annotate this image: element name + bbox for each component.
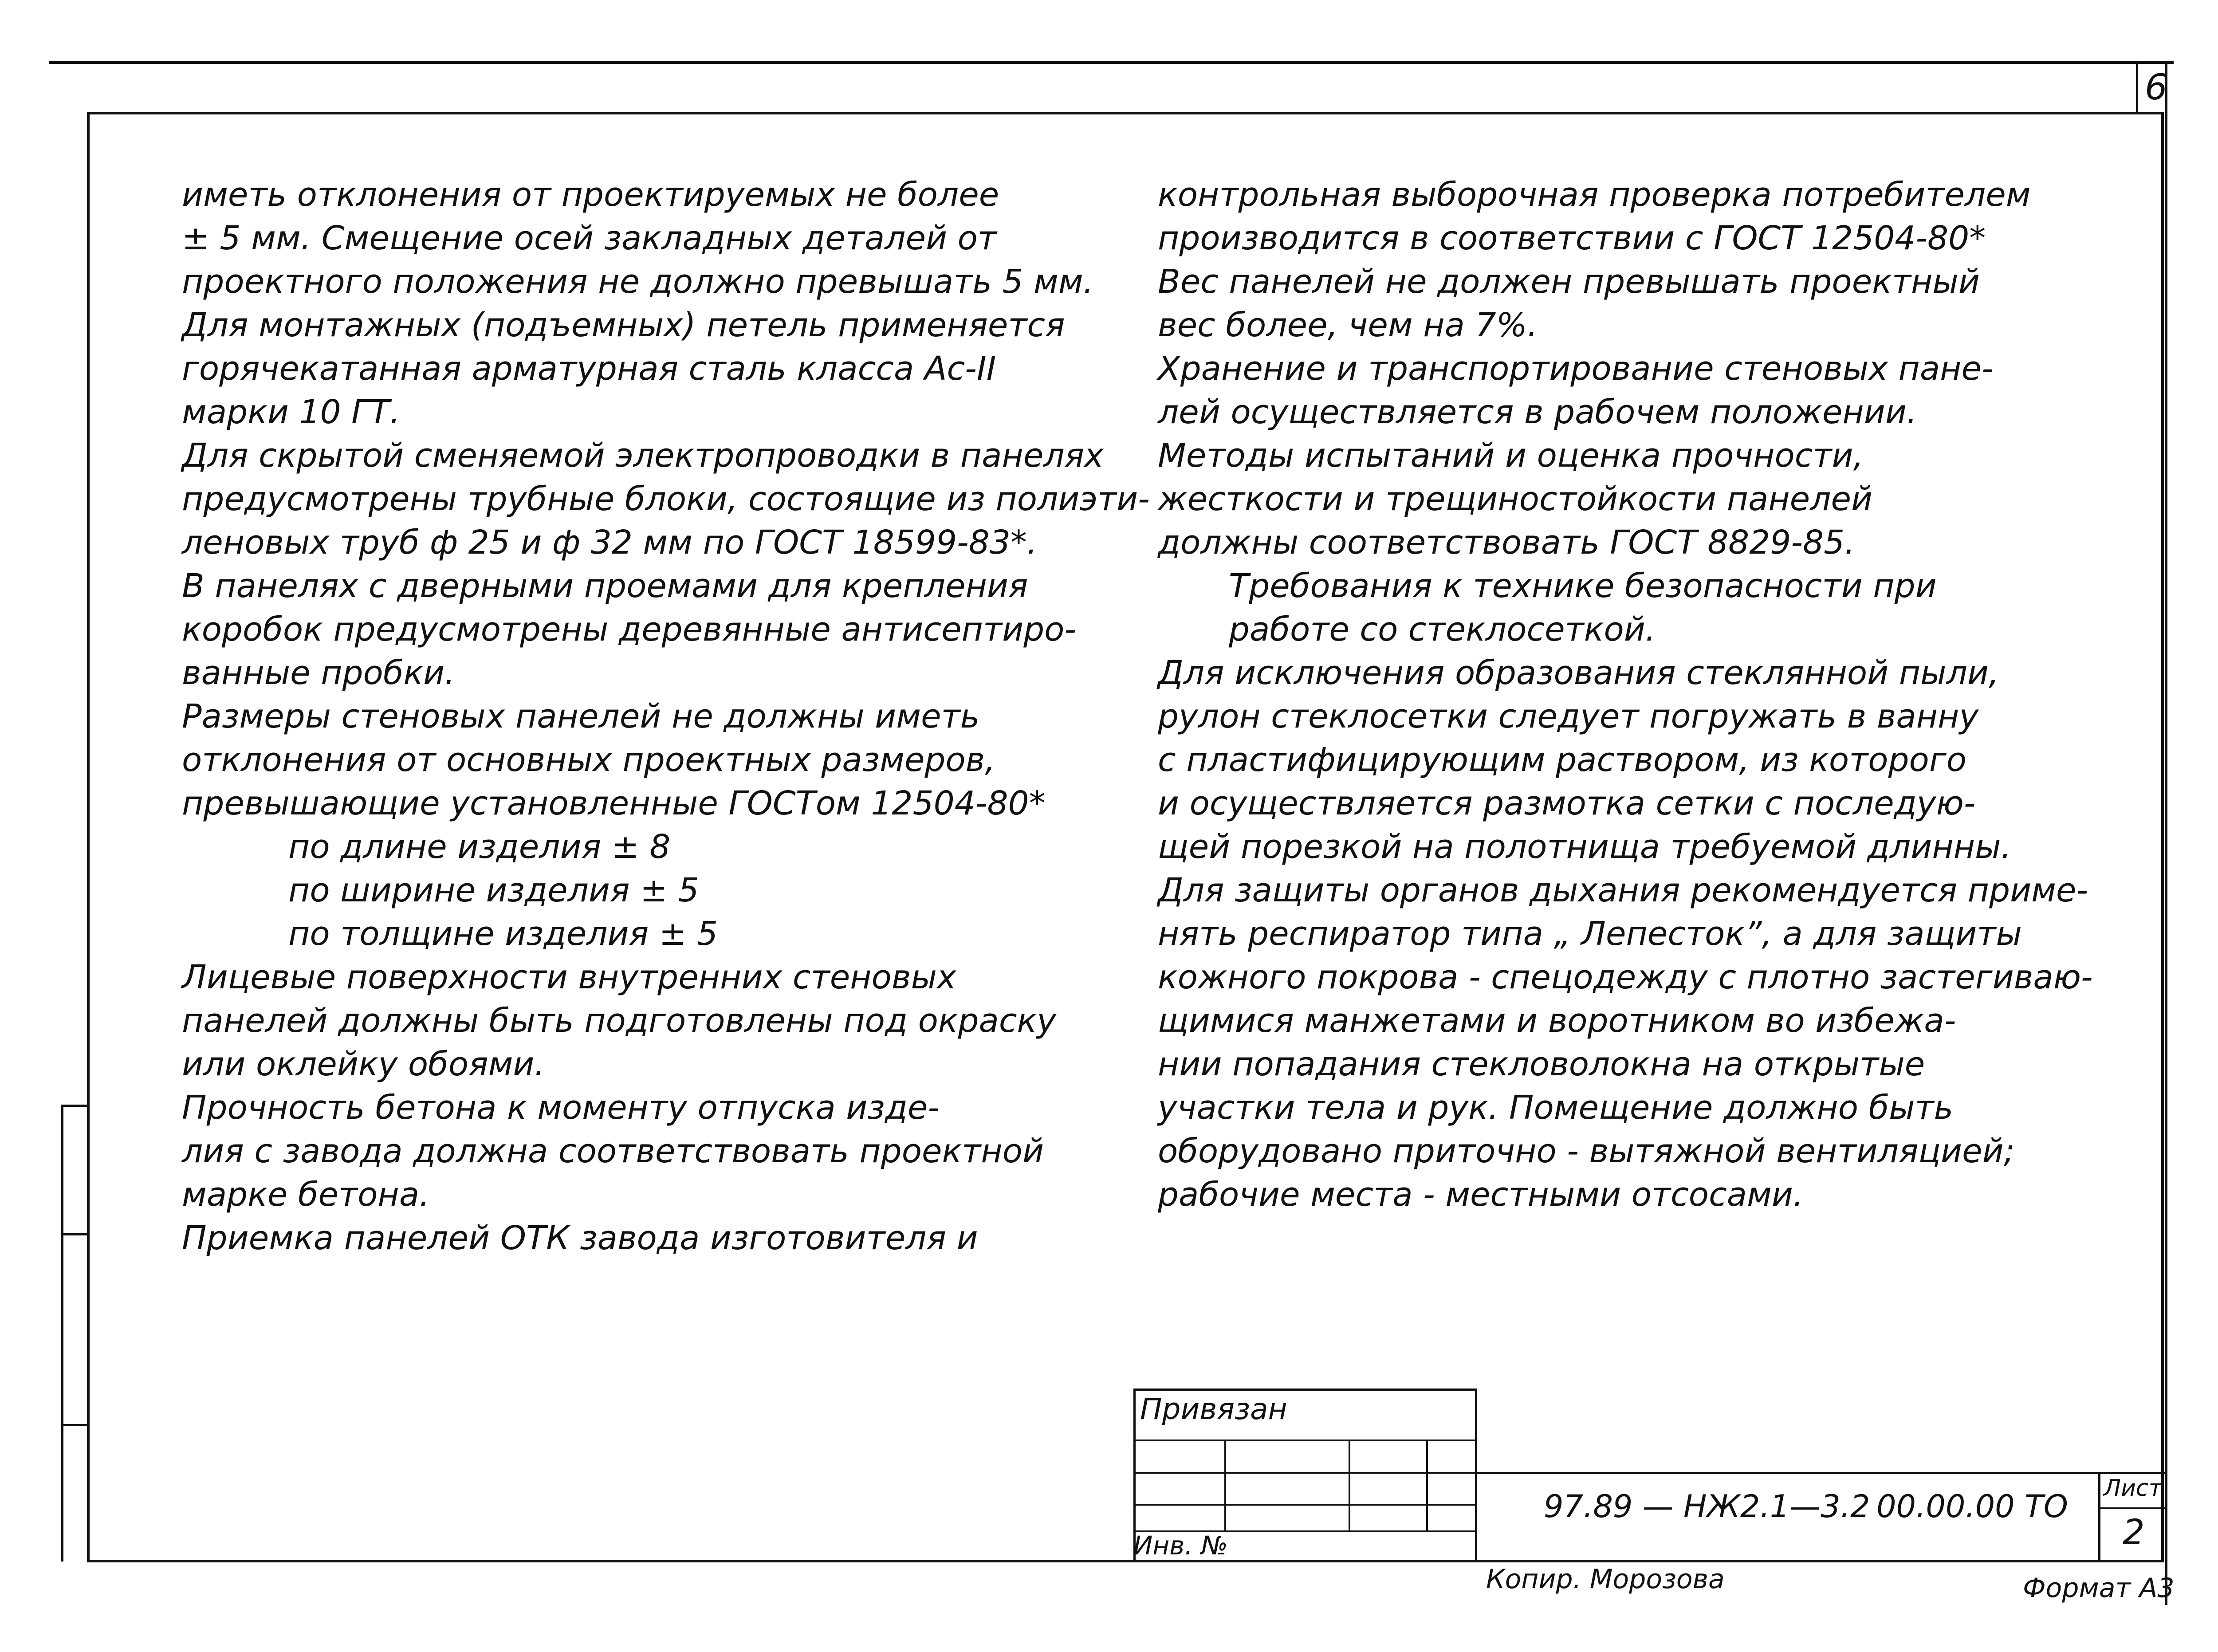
right-line-16: щей порезкой на полотнища требуемой длинны. bbox=[1158, 828, 2012, 866]
top-border-line bbox=[49, 61, 2174, 64]
left-line-20: панелей должны быть подготовлены под окраску bbox=[182, 1002, 1057, 1040]
inv-no-label: Инв. № bbox=[1133, 1530, 1228, 1561]
right-line-11: работе со стеклосеткой. bbox=[1229, 610, 1656, 649]
right-line-8: жесткости и трещиностойкости панелей bbox=[1158, 480, 1873, 518]
right-line-15: и осуществляется размотка сетки с последую- bbox=[1158, 784, 1976, 822]
right-line-7: Методы испытаний и оценка прочности, bbox=[1158, 437, 1864, 475]
right-line-2: производится в соответствии с ГОСТ 12504-80* bbox=[1158, 219, 1986, 257]
privyazan-col-2 bbox=[1349, 1440, 1350, 1530]
privyazan-row-2 bbox=[1133, 1472, 1477, 1474]
left-line-11: коробок предусмотрены деревянные антисептиро- bbox=[182, 610, 1077, 649]
left-line-24: марке бетона. bbox=[182, 1176, 430, 1214]
left-line-1: иметь отклонения от проектируемых не более bbox=[182, 176, 999, 214]
right-line-3: Вес панелей не должен превышать проектный bbox=[1158, 263, 1980, 301]
privyazan-label: Привязан bbox=[1140, 1392, 1287, 1426]
right-text-column bbox=[1158, 173, 2125, 1216]
document-code-suffix: 00.00.00 ТО bbox=[1876, 1488, 2068, 1525]
left-line-15: превышающие установленные ГОСТом 12504-80* bbox=[182, 784, 1046, 822]
left-line-10: В панелях с дверными проемами для крепления bbox=[182, 567, 1028, 605]
left-text-column bbox=[182, 173, 1150, 1260]
right-line-24: рабочие места - местными отсосами. bbox=[1158, 1176, 1804, 1214]
left-line-13: Размеры стеновых панелей не должны иметь bbox=[182, 697, 980, 736]
sheet-label: Лист bbox=[2104, 1475, 2162, 1502]
privyazan-row-1 bbox=[1133, 1440, 1477, 1441]
left-line-12: ванные пробки. bbox=[182, 654, 455, 692]
binding-strip-divider-2 bbox=[61, 1233, 88, 1235]
frame-right-inner-line bbox=[2136, 61, 2138, 112]
right-line-21: нии попадания стекловолокна на открытые bbox=[1158, 1045, 1925, 1083]
left-line-3: проектного положения не должно превышать 5 мм. bbox=[182, 263, 1094, 301]
privyazan-col-3 bbox=[1426, 1440, 1428, 1530]
copied-by: Копир. Морозова bbox=[1486, 1564, 1725, 1595]
sheet-box-divider bbox=[2098, 1507, 2165, 1509]
right-line-4: вес более, чем на 7%. bbox=[1158, 306, 1538, 344]
left-line-18: по толщине изделия ± 5 bbox=[288, 915, 718, 953]
right-line-1: контрольная выборочная проверка потребителем bbox=[1158, 176, 2031, 214]
left-line-6: марки 10 ГТ. bbox=[182, 393, 401, 431]
right-line-9: должны соответствовать ГОСТ 8829-85. bbox=[1158, 523, 1855, 562]
right-line-10: Требования к технике безопасности при bbox=[1229, 567, 1937, 605]
right-line-18: нять респиратор типа „ Лепесток”, а для защиты bbox=[1158, 915, 2022, 953]
left-line-19: Лицевые поверхности внутренних стеновых bbox=[182, 958, 956, 996]
left-line-4: Для монтажных (подъемных) петель применяется bbox=[182, 306, 1065, 344]
right-line-14: с пластифицирующим раствором, из которого bbox=[1158, 741, 1966, 779]
right-line-19: кожного покрова - спецодежду с плотно застегиваю- bbox=[1158, 958, 2093, 996]
left-line-5: горячекатанная арматурная сталь класса Ас-II bbox=[182, 350, 996, 388]
right-line-20: щимися манжетами и воротником во избежа- bbox=[1158, 1002, 1956, 1040]
binding-strip-divider-3 bbox=[61, 1424, 88, 1426]
left-line-25: Приемка панелей ОТК завода изготовителя и bbox=[182, 1219, 978, 1257]
left-line-8: предусмотрены трубные блоки, состоящие из полиэти- bbox=[182, 480, 1150, 518]
right-line-22: участки тела и рук. Помещение должно быть bbox=[1158, 1089, 1954, 1127]
right-line-13: рулон стеклосетки следует погружать в ванну bbox=[1158, 697, 1979, 736]
left-line-17: по ширине изделия ± 5 bbox=[288, 871, 699, 909]
privyazan-col-1 bbox=[1224, 1440, 1226, 1530]
binding-strip-line bbox=[61, 1105, 63, 1562]
document-code: 97.89 — НЖ2.1—3.2 bbox=[1544, 1488, 1870, 1525]
right-line-5: Хранение и транспортирование стеновых пане- bbox=[1158, 350, 1994, 388]
left-line-23: лия с завода должна соответствовать проектной bbox=[182, 1132, 1044, 1170]
left-line-16: по длине изделия ± 8 bbox=[288, 828, 671, 866]
right-line-17: Для защиты органов дыхания рекомендуется приме- bbox=[1158, 871, 2088, 909]
sheet-box-left-line bbox=[2098, 1472, 2100, 1562]
left-line-7: Для скрытой сменяемой электропроводки в панелях bbox=[182, 437, 1104, 475]
page-number: 6 bbox=[2145, 67, 2167, 108]
code-row-top-line bbox=[1477, 1472, 2165, 1474]
left-line-14: отклонения от основных проектных размеров, bbox=[182, 741, 995, 779]
sheet-number: 2 bbox=[2123, 1513, 2145, 1553]
format-label: Формат А3 bbox=[2023, 1573, 2175, 1604]
left-line-21: или оклейку обоями. bbox=[182, 1045, 545, 1083]
right-line-12: Для исключения образования стеклянной пыли, bbox=[1158, 654, 1999, 692]
right-line-23: оборудовано приточно - вытяжной вентиляцией; bbox=[1158, 1132, 2015, 1170]
privyazan-row-3 bbox=[1133, 1504, 1477, 1506]
frame-right-outer-line bbox=[2165, 61, 2167, 1605]
binding-strip-divider-1 bbox=[61, 1105, 88, 1107]
left-line-2: ± 5 мм. Смещение осей закладных деталей от bbox=[182, 219, 997, 257]
left-line-22: Прочность бетона к моменту отпуска изде- bbox=[182, 1089, 940, 1127]
left-line-9: леновых труб ф 25 и ф 32 мм по ГОСТ 18599-83*. bbox=[182, 523, 1038, 562]
right-line-6: лей осуществляется в рабочем положении. bbox=[1158, 393, 1917, 431]
